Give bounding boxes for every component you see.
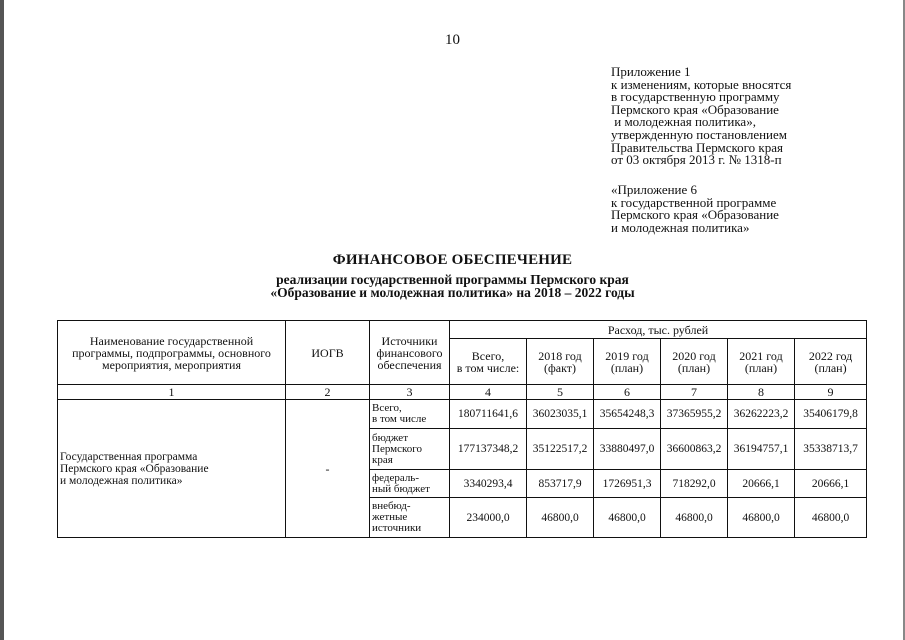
value-cell: 36262223,2: [728, 400, 795, 429]
value-cell: 20666,1: [795, 470, 867, 498]
source-label: бюджет Пермского края: [370, 429, 450, 470]
appendix-1-note: Приложение 1 к изменениям, которые вносятся в государственную программу Пермского края «Образование и молодежная политика», утвержденную постановлением Правительства Пермского края от 03 октября 2013 г. № 1318-п: [611, 64, 792, 168]
value-cell: 46800,0: [594, 498, 661, 538]
col-number: 4: [450, 385, 527, 400]
page-number: 10: [445, 32, 460, 48]
value-cell: 1726951,3: [594, 470, 661, 498]
value-cell: 35338713,7: [795, 429, 867, 470]
source-label: федераль- ный бюджет: [370, 470, 450, 498]
source-label: Всего, в том числе: [370, 400, 450, 429]
header-2022: 2022 год (план): [795, 339, 867, 385]
scan-edge-left: [0, 0, 4, 640]
iogv-value: -: [286, 400, 370, 538]
value-cell: 234000,0: [450, 498, 527, 538]
col-number: 2: [286, 385, 370, 400]
value-cell: 46800,0: [728, 498, 795, 538]
value-cell: 36023035,1: [527, 400, 594, 429]
value-cell: 177137348,2: [450, 429, 527, 470]
program-name: Государственная программа Пермского края «Образование и молодежная политика»: [58, 400, 286, 538]
col-number: 1: [58, 385, 286, 400]
header-total: Всего, в том числе:: [450, 339, 527, 385]
value-cell: 35406179,8: [795, 400, 867, 429]
col-number: 3: [370, 385, 450, 400]
value-cell: 37365955,2: [661, 400, 728, 429]
value-cell: 36600863,2: [661, 429, 728, 470]
value-cell: 718292,0: [661, 470, 728, 498]
col-number: 6: [594, 385, 661, 400]
header-name: Наименование государственной программы, подпрограммы, основного мероприятия, мероприятия: [58, 321, 286, 385]
col-number: 7: [661, 385, 728, 400]
source-label: внебюд- жетные источники: [370, 498, 450, 538]
value-cell: 46800,0: [661, 498, 728, 538]
header-2021: 2021 год (план): [728, 339, 795, 385]
header-iogv: ИОГВ: [286, 321, 370, 385]
header-sources: Источники финансового обеспечения: [370, 321, 450, 385]
table-row: [58, 400, 867, 429]
header-expense: Расход, тыс. рублей: [450, 321, 867, 339]
value-cell: 180711641,6: [450, 400, 527, 429]
value-cell: 36194757,1: [728, 429, 795, 470]
value-cell: 33880497,0: [594, 429, 661, 470]
document-subtitle: реализации государственной программы Пермского края «Образование и молодежная политика» на 2018 – 2022 годы: [270, 272, 635, 300]
header-2020: 2020 год (план): [661, 339, 728, 385]
value-cell: 3340293,4: [450, 470, 527, 498]
value-cell: 35122517,2: [527, 429, 594, 470]
col-number: 9: [795, 385, 867, 400]
value-cell: 46800,0: [527, 498, 594, 538]
value-cell: 20666,1: [728, 470, 795, 498]
appendix-6-note: «Приложение 6 к государственной программе Пермского края «Образование и молодежная политика»: [611, 182, 779, 235]
value-cell: 35654248,3: [594, 400, 661, 429]
header-2019: 2019 год (план): [594, 339, 661, 385]
col-number: 5: [527, 385, 594, 400]
document-title: ФИНАНСОВОЕ ОБЕСПЕЧЕНИЕ: [332, 252, 573, 268]
col-number: 8: [728, 385, 795, 400]
header-2018: 2018 год (факт): [527, 339, 594, 385]
financing-table: [57, 320, 867, 538]
column-number-row: [58, 385, 867, 400]
value-cell: 46800,0: [795, 498, 867, 538]
value-cell: 853717,9: [527, 470, 594, 498]
